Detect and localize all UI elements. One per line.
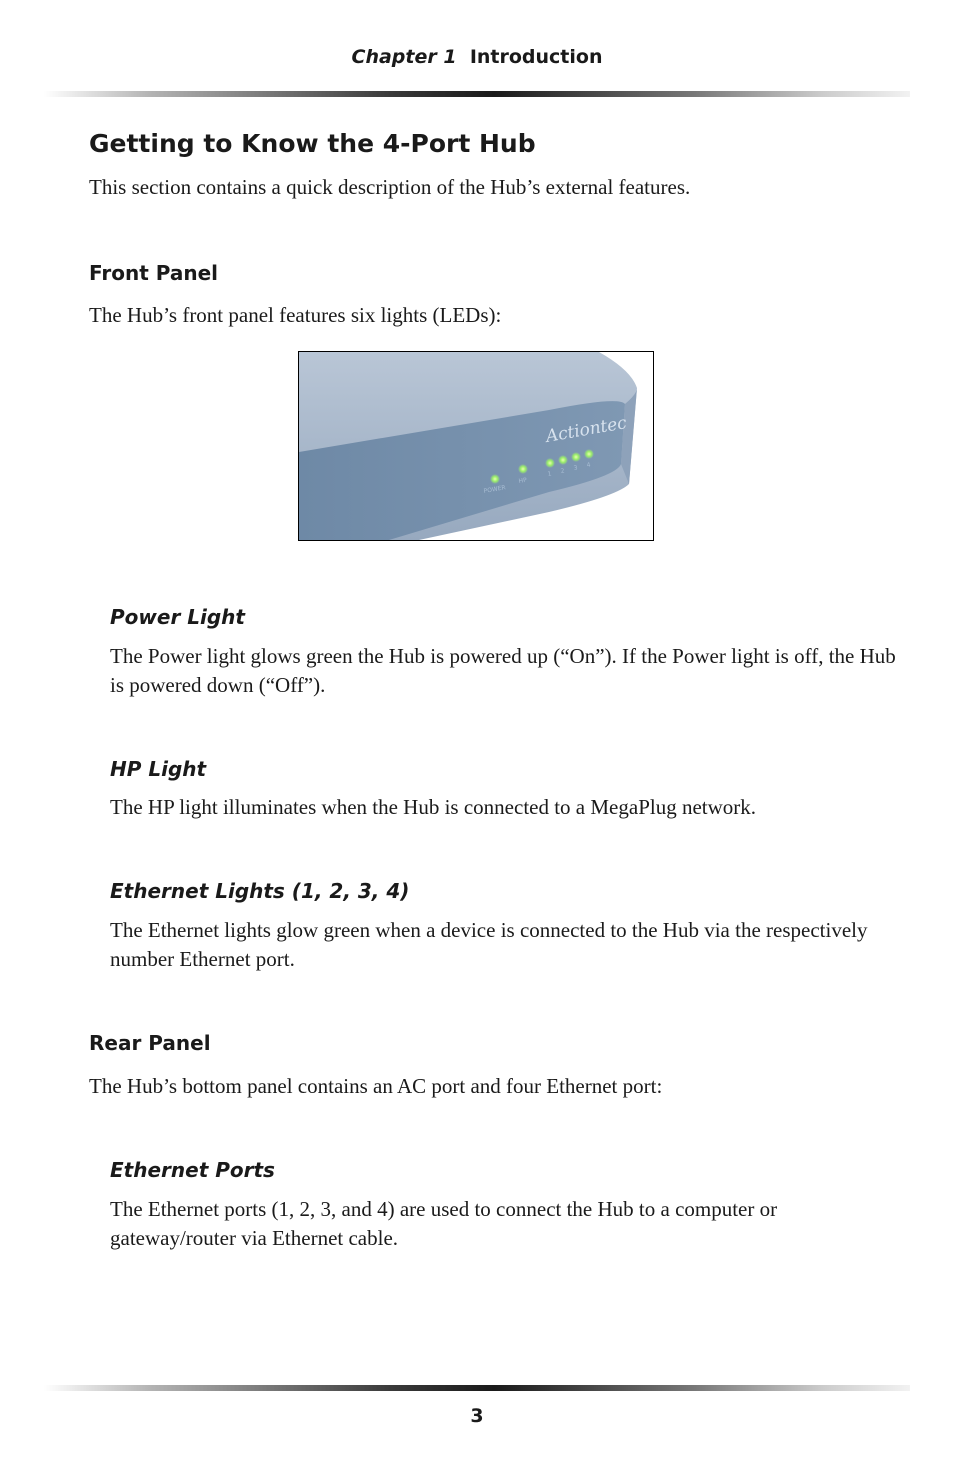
power-led-label: POWER — [483, 484, 507, 495]
ethernet-lights-text: The Ethernet lights glow green when a device is connected to the Hub via the respectively number Ethernet port. — [110, 918, 868, 971]
front-panel-text: The Hub’s front panel features six lights (LEDs): — [89, 303, 502, 327]
hub-front-panel-photo — [298, 351, 654, 541]
chapter-label: Chapter 1 — [351, 46, 457, 68]
power-light-text: The Power light glows green the Hub is powered up (“On”). If the Power light is off, the Hub is powered down (“Off”). — [110, 644, 896, 697]
ethernet-led-3-label: 3 — [573, 464, 579, 472]
front-panel-heading: Front Panel — [89, 261, 219, 285]
rear-panel-heading: Rear Panel — [89, 1031, 211, 1055]
hp-light-text: The HP light illuminates when the Hub is connected to a MegaPlug network. — [110, 795, 757, 819]
section-title: Getting to Know the 4-Port Hub — [89, 129, 536, 158]
power-led — [490, 474, 500, 484]
hp-led-label: HP — [518, 476, 528, 485]
ethernet-led-3 — [571, 452, 581, 462]
hp-light-heading: HP Light — [110, 757, 207, 781]
header-rule — [44, 91, 910, 97]
footer-rule — [44, 1385, 910, 1391]
ethernet-led-2 — [558, 455, 568, 465]
page-number: 3 — [470, 1405, 484, 1427]
ethernet-led-1-label: 1 — [547, 470, 553, 478]
ethernet-led-1 — [545, 458, 555, 468]
ethernet-lights-heading: Ethernet Lights (1, 2, 3, 4) — [110, 879, 410, 903]
ethernet-led-4 — [584, 449, 594, 459]
chapter-title: Introduction — [469, 46, 603, 68]
section-intro: This section contains a quick description of the Hub’s external features. — [89, 175, 691, 199]
ethernet-led-4-label: 4 — [586, 461, 592, 469]
power-light-heading: Power Light — [110, 605, 245, 629]
hp-led — [518, 464, 528, 474]
ethernet-ports-text: The Ethernet ports (1, 2, 3, and 4) are used to connect the Hub to a computer or gateway/router via Ethernet cable. — [110, 1197, 778, 1250]
hub-illustration — [299, 352, 653, 540]
rear-panel-text: The Hub’s bottom panel contains an AC port and four Ethernet port: — [89, 1074, 663, 1098]
ethernet-ports-heading: Ethernet Ports — [110, 1158, 275, 1182]
brand-logo: Actiontec — [544, 413, 629, 447]
running-header — [0, 46, 954, 68]
ethernet-led-2-label: 2 — [560, 467, 566, 475]
